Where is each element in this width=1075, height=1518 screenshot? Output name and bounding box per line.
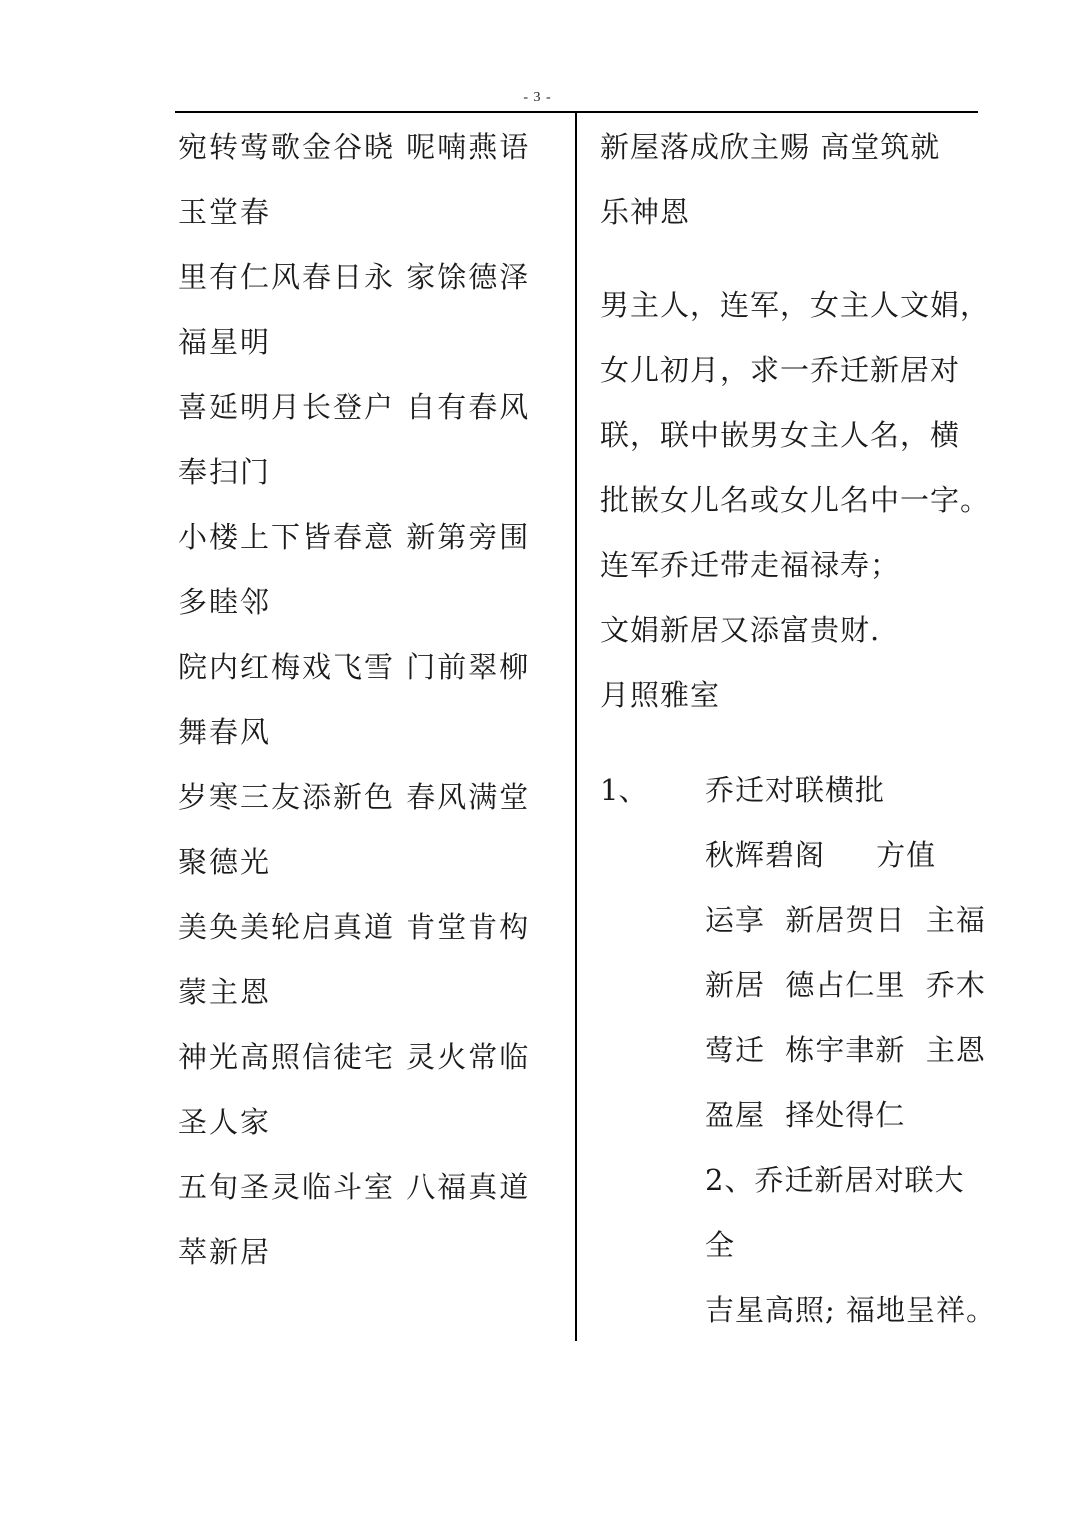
left-line: 蒙主恩 bbox=[178, 975, 272, 1009]
left-line: 神光高照信徒宅 灵火常临 bbox=[178, 1040, 531, 1074]
list-line: 秋辉碧阁 方值 bbox=[705, 838, 937, 872]
left-line: 福星明 bbox=[178, 325, 272, 359]
left-line: 多睦邻 bbox=[178, 585, 272, 619]
left-line: 美奂美轮启真道 肯堂肯构 bbox=[178, 910, 531, 944]
list-line: 2、乔迁新居对联大 bbox=[705, 1163, 965, 1197]
left-column bbox=[178, 115, 570, 1285]
right-line: 新屋落成欣主赐 高堂筑就 bbox=[600, 130, 941, 164]
page-number: - 3 - bbox=[523, 90, 552, 105]
list-number: 1、 bbox=[600, 773, 648, 807]
right-line: 乐神恩 bbox=[600, 195, 691, 229]
left-line: 院内红梅戏飞雪 门前翠柳 bbox=[178, 650, 531, 684]
list-line: 吉星高照; 福地呈祥。 bbox=[705, 1293, 996, 1327]
right-line: 男主人，连军，女主人文娟， bbox=[600, 288, 991, 322]
right-line: 连军乔迁带走福禄寿； bbox=[600, 548, 901, 582]
left-line: 喜延明月长登户 自有春风 bbox=[178, 390, 531, 424]
right-line: 女儿初月，求一乔迁新居对 bbox=[600, 353, 961, 387]
left-line: 小楼上下皆春意 新第旁围 bbox=[178, 520, 531, 554]
left-line: 宛转莺歌金谷晓 呢喃燕语 bbox=[178, 130, 531, 164]
right-line: 文娟新居又添富贵财. bbox=[600, 613, 881, 647]
left-line: 萃新居 bbox=[178, 1235, 272, 1269]
left-line: 奉扫门 bbox=[178, 455, 272, 489]
list-block bbox=[705, 758, 1005, 1343]
list-line: 盈屋 择处得仁 bbox=[705, 1098, 906, 1132]
list-line: 运享 新居贺日 主福 bbox=[705, 903, 986, 937]
left-line: 里有仁风春日永 家馀德泽 bbox=[178, 260, 531, 294]
right-mid-block bbox=[600, 273, 990, 728]
right-line: 批嵌女儿名或女儿名中一字。 bbox=[600, 483, 991, 517]
left-line: 舞春风 bbox=[178, 715, 272, 749]
right-line: 联，联中嵌男女主人名，横 bbox=[600, 418, 961, 452]
left-line: 岁寒三友添新色 春风满堂 bbox=[178, 780, 531, 814]
right-top-block bbox=[600, 115, 990, 245]
list-line: 新居 德占仁里 乔木 bbox=[705, 968, 986, 1002]
list-line: 全 bbox=[705, 1228, 736, 1262]
left-line: 圣人家 bbox=[178, 1105, 272, 1139]
list-line: 乔迁对联横批 bbox=[705, 773, 886, 807]
left-line: 聚德光 bbox=[178, 845, 272, 879]
column-divider bbox=[575, 113, 577, 1341]
left-line: 五旬圣灵临斗室 八福真道 bbox=[178, 1170, 531, 1204]
left-line: 玉堂春 bbox=[178, 195, 272, 229]
list-line: 莺迁 栋宇聿新 主恩 bbox=[705, 1033, 986, 1067]
right-line: 月照雅室 bbox=[600, 678, 721, 712]
